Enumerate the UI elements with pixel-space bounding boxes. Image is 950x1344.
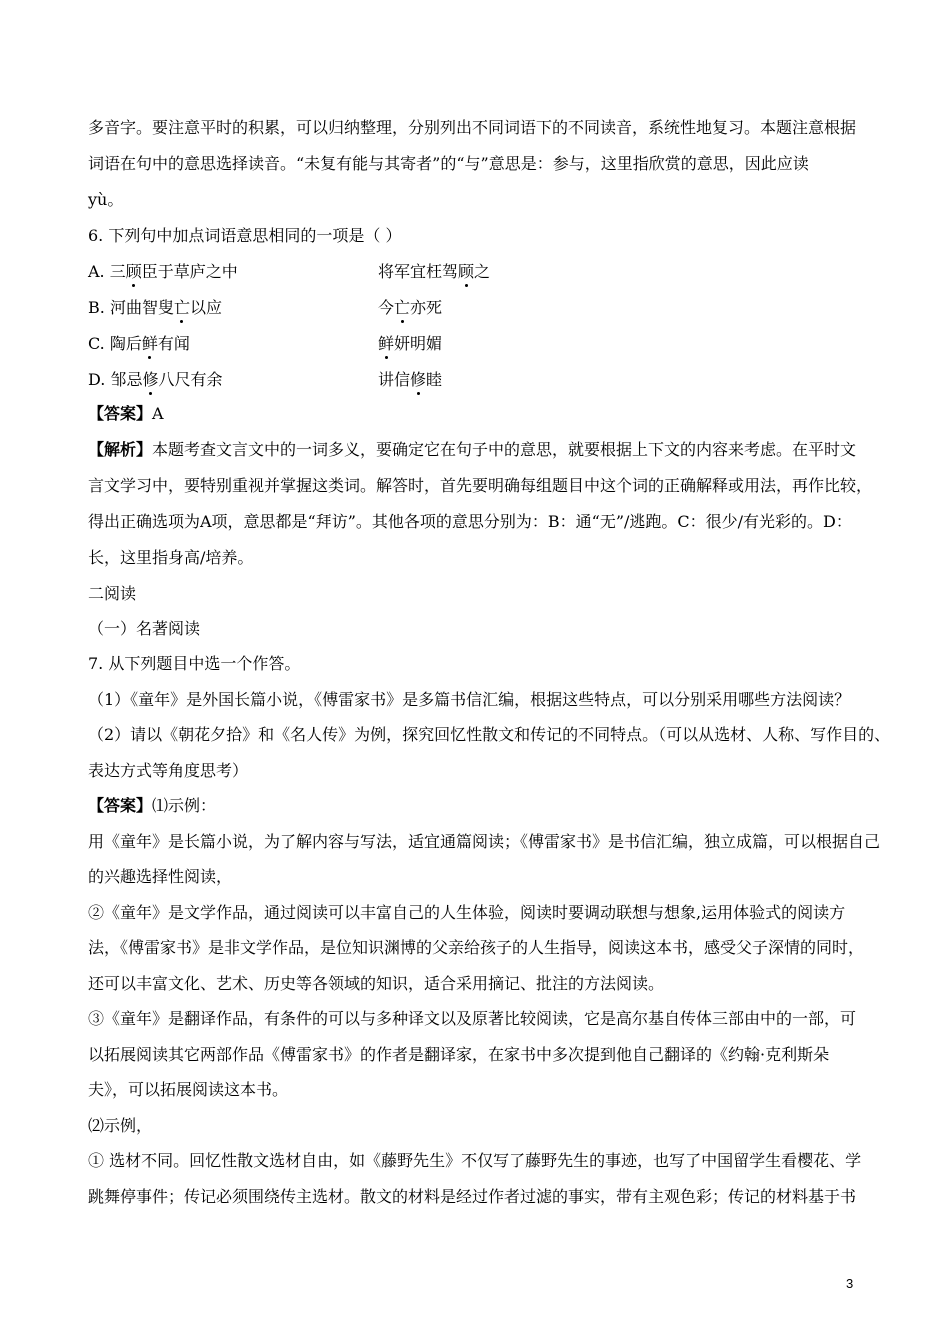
text-line: 词语在句中的意思选择读音。“未复有能与其寄者”的“与”意思是：参与，这里指欣赏的意思，因此应读	[88, 154, 809, 173]
text-line: 多音字。要注意平时的积累，可以归纳整理，分别列出不同词语下的不同读音，系统性地复习。本题注意根据	[88, 118, 857, 137]
dotted-char: 亡	[173, 298, 190, 317]
text-line: 法，《傅雷家书》是非文学作品，是位知识渊博的父亲给孩子的人生指导，阅读这本书，感受父子深情的同时，	[88, 938, 865, 957]
dotted-char: 顾	[125, 262, 142, 281]
question-7: 7. 从下列题目中选一个作答。	[88, 654, 301, 673]
dotted-char: 顾	[458, 262, 475, 281]
dotted-char: 鲜	[378, 334, 395, 353]
option-b: B. 河曲智叟亡以应 今亡亦死	[88, 298, 443, 317]
dotted-char: 鲜	[141, 334, 158, 353]
subsection-heading: （一）名著阅读	[88, 619, 201, 638]
answer-6: 【答案】A	[88, 404, 164, 423]
text-line: ⑵示例，	[88, 1116, 153, 1135]
question-6: 6. 下列句中加点词语意思相同的一项是（ ）	[88, 226, 402, 245]
text-line: 以拓展阅读其它两部作品《傅雷家书》的作者是翻译家，在家书中多次提到他自己翻译的《约翰·克利斯朵	[88, 1045, 830, 1064]
dotted-char: 亡	[394, 298, 411, 317]
text-line: 表达方式等角度思考）	[88, 761, 249, 780]
text-line: 长，这里指身高/培养。	[88, 548, 254, 567]
text-line: 得出正确选项为A项，意思都是“拜访”。其他各项的意思分别为：B：通“无”/逃跑。C：很少/有光彩的。D：	[88, 512, 852, 531]
text-line: yù。	[88, 190, 124, 209]
text-line: （2）请以《朝花夕拾》和《名人传》为例，探究回忆性散文和传记的不同特点。（可以从选材、人称、写作目的、	[88, 725, 891, 744]
text-line: ②《童年》是文学作品，通过阅读可以丰富自己的人生体验，阅读时要调动联想与想象,运用体验式的阅读方	[88, 903, 846, 922]
text-line: ① 选材不同。回忆性散文选材自由，如《藤野先生》不仅写了藤野先生的事迹，也写了中国留学生看樱花、学	[88, 1151, 862, 1170]
dotted-char: 修	[410, 370, 427, 389]
text-line: 夫》，可以拓展阅读这本书。	[88, 1080, 289, 1099]
section-heading: 二阅读	[88, 584, 137, 603]
text-line: 跳舞停事件；传记必须围绕传主选材。散文的材料是经过作者过滤的事实，带有主观色彩；传记的材料基于书	[88, 1187, 857, 1206]
option-c: C. 陶后鲜有闻 鲜妍明媚	[88, 334, 443, 353]
page-number: 3	[846, 1276, 854, 1291]
option-d: D. 邹忌修八尺有余 讲信修睦	[88, 370, 443, 389]
text-line: 还可以丰富文化、艺术、历史等各领域的知识，适合采用摘记、批注的方法阅读。	[88, 974, 665, 993]
text-line: ③《童年》是翻译作品，有条件的可以与多种译文以及原著比较阅读，它是高尔基自传体三部由中的一部，可	[88, 1009, 857, 1028]
dotted-char: 修	[142, 370, 159, 389]
answer-7: 【答案】⑴示例：	[88, 796, 217, 815]
text-line: 的兴趣选择性阅读，	[88, 867, 233, 886]
text-line: （1）《童年》是外国长篇小说，《傅雷家书》是多篇书信汇编，根据这些特点，可以分别采用哪些方法阅读？	[88, 690, 851, 709]
text-line: 用《童年》是长篇小说，为了解内容与写法，适宜通篇阅读；《傅雷家书》是书信汇编，独立成篇，可以根据自己	[88, 832, 881, 851]
text-line: 言文学习中，要特别重视并掌握这类词。解答时，首先要明确每组题目中这个词的正确解释或用法，再作比较，	[88, 476, 873, 495]
analysis-6: 【解析】本题考查文言文中的一词多义，要确定它在句子中的意思，就要根据上下文的内容来考虑。在平时文	[88, 440, 857, 459]
option-a: A. 三顾臣于草庐之中 将军宜枉驾顾之	[88, 262, 491, 281]
